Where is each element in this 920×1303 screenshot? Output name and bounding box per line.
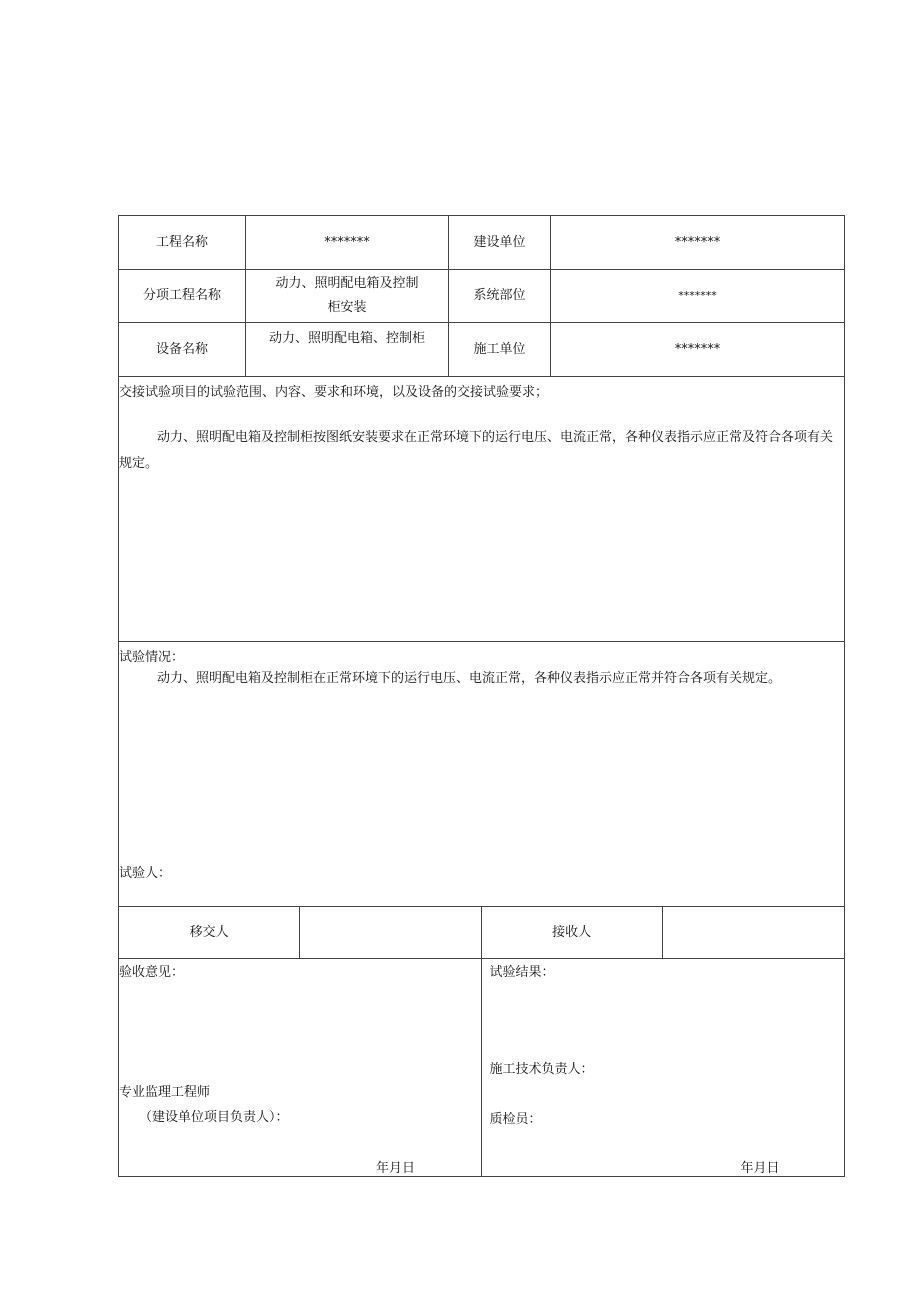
supervising-engineer-label: 专业监理工程师 — [119, 1085, 211, 1100]
system-part-value: ******* — [678, 289, 717, 302]
project-name-label: 工程名称 — [119, 216, 246, 269]
row-project — [119, 216, 844, 270]
row-handover — [119, 907, 844, 959]
acceptance-section — [119, 959, 482, 1176]
transferor-value — [300, 907, 481, 958]
equipment-label: 设备名称 — [119, 323, 246, 376]
requirements-heading: 交接试验项目的试验范围、内容、要求和环境，以及设备的交接试验要求； — [119, 385, 549, 400]
contractor-label: 施工单位 — [449, 323, 551, 376]
transferor-label: 移交人 — [119, 907, 300, 958]
tech-lead-label: 施工技术负责人： — [489, 1062, 594, 1077]
construction-unit-value: ******* — [674, 234, 721, 250]
handover-test-record-form — [118, 215, 845, 1177]
system-part-label: 系统部位 — [449, 270, 551, 322]
receiver-label: 接收人 — [482, 907, 663, 958]
result-section — [482, 959, 845, 1176]
acceptance-heading: 验收意见： — [119, 965, 185, 980]
result-date-label: 年月日 — [740, 1161, 780, 1176]
test-heading: 试验情况： — [119, 650, 185, 665]
contractor-value: ******* — [674, 341, 721, 357]
tester-label: 试验人： — [119, 866, 172, 881]
construction-unit-label: 建设单位 — [449, 216, 551, 269]
project-name-value: ******* — [246, 216, 449, 269]
row-signoff — [119, 959, 844, 1176]
acceptance-date-label: 年月日 — [376, 1161, 416, 1176]
sub-project-label: 分项工程名称 — [119, 270, 246, 322]
result-heading: 试验结果： — [489, 965, 555, 980]
requirements-section — [119, 377, 844, 642]
sub-project-value: 动力、照明配电箱及控制柜安装 — [246, 270, 449, 322]
test-body: 动力、照明配电箱及控制柜在正常环境下的运行电压、电流正常，各种仪表指示应正常并符合各项有关规定。 — [157, 671, 782, 686]
inspector-label: 质检员： — [489, 1112, 542, 1127]
row-sub-project — [119, 270, 844, 323]
row-equipment — [119, 323, 844, 377]
receiver-value — [663, 907, 844, 958]
requirements-body: 动力、照明配电箱及控制柜按图纸安装要求在正常环境下的运行电压、电流正常，各种仪表指示应正常及符合各项有关规定。 — [119, 430, 834, 471]
construction-unit-lead-label: （建设单位项目负责人）： — [139, 1110, 289, 1125]
equipment-value: 动力、照明配电箱、控制柜 — [246, 323, 449, 376]
test-section — [119, 642, 844, 907]
